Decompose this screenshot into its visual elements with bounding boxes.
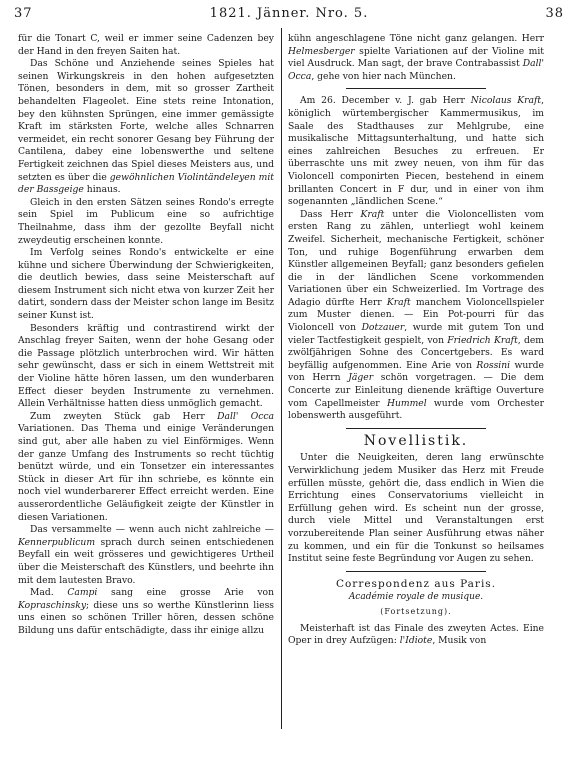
paragraph: Das Schöne und Anziehende seines Spieles hat seinen Wirkungskreis in den hohen aufgesetzten Tönen, besonders in dem, mit so grosser Zartheit behandelten Flageolet. Eine stets reine Intonation, bey den kühnsten Sprüngen, eine immer gemässigte Kraft im stärksten Forte, welche alles Schnarren vermeidet, ein recht sonorer Gesang bey Führung der Cantilena, dabey eine lobenswerthe und seltene Fertigkeit zeichnen das Spiel dieses Meisters aus, und setzten es über die gewöhnlichen Violintändeleyen mit der Bassgeige hinaus. — [18, 58, 275, 196]
page-header — [14, 6, 564, 26]
paragraph: Am 26. December v. J. gab Herr Nicolaus Kraft, königlich würtembergischer Kammermusikus, im Saale des Stadthauses zur Mehlgrube, eine musikalische Mittagsunterhaltung, und hatte sich eines zahlreichen Besuches zu erfreuen. Er überraschte uns mit zwey neuen, von ihm für das Violoncell componirten Piecen, bestehend in einem brillanten Concert in F dur, und in einer von ihm sogenannten „ländlichen Scene.“ — [288, 95, 544, 208]
right-column — [288, 33, 544, 648]
paragraph: Unter die Neuigkeiten, deren lang erwünschte Verwirklichung jedem Musiker das Herz mit Freude erfüllen müsste, gehört die, dass endlich in Wien die Errichtung eines Conservatoriums vielleicht in Erfüllung gehen wird. Es scheint nun der grosse, durch viele Mittel und Veranstaltungen erst vorzubereitende Plan seiner Ausführung etwas näher zu kommen, und ein für die Tonkunst so heilsames Institut seine feste Begründung vor Augen zu sehen. — [288, 452, 544, 565]
paragraph: für die Tonart C, weil er immer seine Cadenzen bey der Hand in den freyen Saiten hat. — [18, 33, 274, 57]
left-column — [18, 33, 274, 638]
paragraph: kühn angeschlagene Töne nicht ganz gelangen. Herr Helmesberger spielte Variationen auf der Violine mit viel Ausdruck. Man sagt, der brave Contrabassist Dall' Occa, gehe von hier nach München. — [288, 33, 544, 82]
paragraph: Das versammelte — wenn auch nicht zahlreiche —Kennerpublicum sprach durch seinen entschiedenen Beyfall ein weit grösseres und gewichtigeres Urtheil über die Meisterschaft des Künstlers, und beehrte ihn mit dem lautesten Bravo. — [18, 524, 274, 586]
continuation-note: (Fortsetzung). — [380, 606, 452, 616]
paragraph: Gleich in den ersten Sätzen seines Rondo's erregte sein Spiel im Publicum eine so aufrichtige Theilnahme, dass ihm der gezollte Beyfall nicht zweydeutig erscheinen konnte. — [18, 196, 274, 246]
correspondence-heading: Correspondenz aus Paris. — [335, 577, 497, 590]
paragraph: Im Verfolg seines Rondo's entwickelte er eine kühne und sichere Überwindung der Schwierigkeiten, die deutlich bewies, dass seine Meisterschaft auf diesem Instrument sich nicht etwa von kurzer Zeit her datirt, sondern dass der Meister schon lange im Besitz seiner Kunst ist. — [18, 247, 274, 322]
section-rule — [346, 428, 486, 429]
column-divider — [281, 28, 282, 729]
issue-title: 1821. Jänner. Nro. 5. — [209, 6, 369, 21]
paragraph: Zum zweyten Stück gab Herr Dall' Occa Variationen. Das Thema und einige Veränderungen sind gut, aber alle haben zu viel Einförmiges. Wenn der ganze Umfang des Instruments so recht tüchtig benützt würde, und ein Tonsetzer ein interessantes Stück in dieser Art für ihn schriebe, es könnte ein noch viel wunderbarerer Effect erreicht werden. Eine ausserordentliche Geläufigkeit zeigte der Künstler in diesen Variationen. — [18, 410, 274, 523]
section-rule — [346, 88, 486, 89]
paragraph: Mad. Campi sang eine grosse Arie von Kopraschinsky; diese uns so werthe Künstlerinn liess uns einen so schönen Triller hören, dessen schöne Bildung uns dafür entschädigte, dass ihr einige allzu — [18, 587, 274, 636]
paragraph: Dass Herr Kraft unter die Violoncellisten vom ersten Rang zu zählen, unterliegt wohl keinem Zweifel. Sicherheit, mechanische Fertigkeit, schöner Ton, und ruhige Bogenführung erwarben dem Künstler allgemeinen Beyfall; ganz besonders gefielen die in der ländlichen Scene vorkommenden Variationen über ein Schweizerlied. Im Vortrage des Adagio dürfte Herr Kraft manchem Violoncellspieler zum Muster dienen. — Ein Pot-pourri für das Violoncell von Dotzauer, wurde mit gutem Ton und vieler Tactfestigkeit gespielt, von Friedrich Kraft, dem zwölfjährigen Sohne des Concertgebers. Es ward beyfällig aufgenommen. Eine Arie von Rossini wurde von Herrn Jäger schön vorgetragen. — Die dem Concerte zur Einleitung dienende kräftige Ouverture vom Capellmeister Hummel wurde vom Orchester lobenswerth ausgeführt. — [288, 208, 544, 422]
section-heading: Novellistik. — [363, 432, 469, 449]
section-rule — [346, 571, 486, 572]
page-number-left: 37 — [14, 6, 33, 21]
correspondence-subheading: Académie royale de musique. — [348, 592, 484, 603]
page-number-right: 38 — [545, 6, 564, 21]
paragraph: Meisterhaft ist das Finale des zweyten Actes. Eine Oper in drey Aufzügen: l'Idiote, Musik von — [288, 622, 544, 647]
paragraph: Besonders kräftig und contrastirend wirkt der Anschlag freyer Saiten, wenn der hohe Gesang oder die Passage plötzlich unterbrochen wird. Wir hätten sehr gewünscht, dass er sich in einem Wettstreit mit der Violine hätte hören lassen, um den wunderbaren Effect dieser beyden Instrumente zu vernehmen. Allein Verhältnisse hatten diess unmöglich gemacht. — [18, 322, 274, 410]
